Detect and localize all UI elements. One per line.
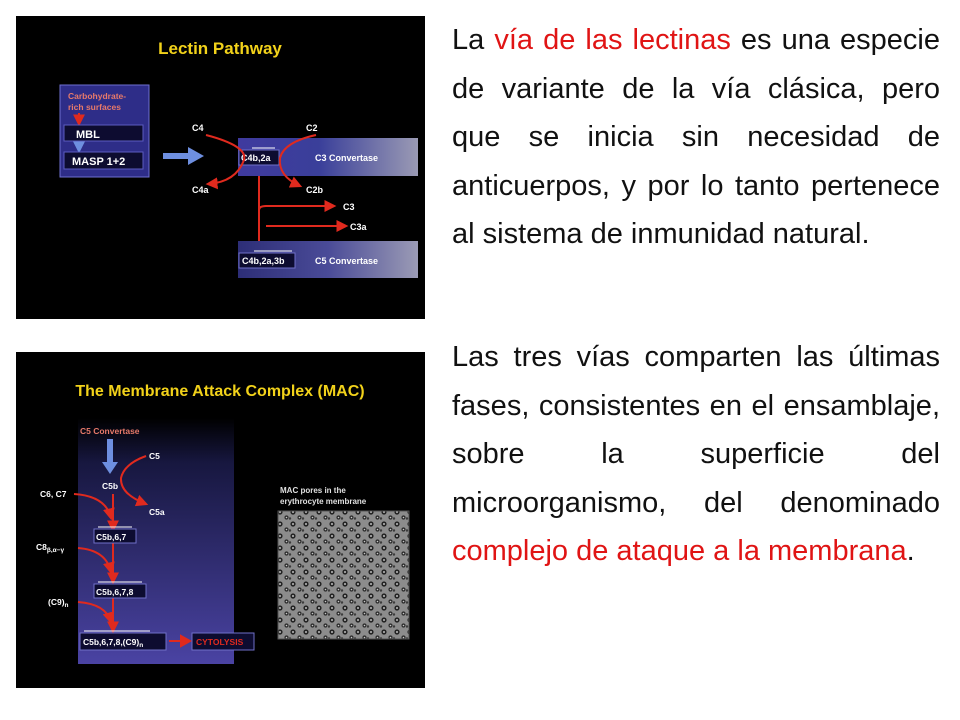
c5-convertase-label: C5 Convertase <box>315 256 379 266</box>
paragraph2-text-start: Las tres vías comparten las últimas fases, consistentes en el ensamblaje, sobre la superficie del microorganismo, del denominado <box>452 341 940 519</box>
mac-pores-caption-line1: MAC pores in the <box>280 486 346 495</box>
lectin-pathway-paragraph <box>452 16 940 259</box>
c2-label: C2 <box>306 123 318 133</box>
c3-input-arrow <box>259 206 334 210</box>
c4b2a-label: C4b,2a <box>241 153 271 163</box>
c5-convertase-label: C5 Convertase <box>80 426 140 436</box>
c3-label: C3 <box>343 202 355 212</box>
lectin-slide-title: Lectin Pathway <box>158 39 282 58</box>
paragraph1-text-end: es una especie de variante de la vía clásica, pero que se inicia sin necesidad de anticuerpos, y por lo tanto pertenece al sistema de inmunidad natural. <box>452 24 940 250</box>
c6c7-label: C6, C7 <box>40 489 67 499</box>
lectin-pathway-slide <box>16 16 425 319</box>
cytolysis-label: CYTOLYSIS <box>196 637 244 647</box>
mbl-label: MBL <box>76 129 100 141</box>
erythrocyte-membrane-micrograph <box>278 511 409 639</box>
mac-pores-caption-line2: erythrocyte membrane <box>280 497 367 506</box>
c8-label: $C8_{\beta,\alpha-\gamma}$ <box>36 542 65 554</box>
paragraph2-text-end: . <box>906 535 915 567</box>
c5b678-label: C5b,6,7,8 <box>96 587 134 597</box>
c2b-label: C2b <box>306 185 324 195</box>
c5b67-label: C5b,6,7 <box>96 532 127 542</box>
mac-complex-label: $C5b,6,7,8,(C9)_n$ <box>83 637 144 649</box>
c5-label: C5 <box>149 451 160 461</box>
c3-convertase-label: C3 Convertase <box>315 153 379 163</box>
mac-paragraph <box>452 333 940 576</box>
mac-slide <box>16 352 425 688</box>
carbohydrate-label-line1: Carbohydrate- <box>68 91 127 101</box>
mac-highlight: complejo de ataque a la membrana <box>452 535 907 567</box>
lectin-pathway-diagram <box>16 16 425 319</box>
masp-label: MASP 1+2 <box>72 156 126 168</box>
mac-diagram <box>16 352 425 688</box>
masp-to-c3-convertase-arrow <box>163 147 204 165</box>
mac-slide-title: The Membrane Attack Complex (MAC) <box>75 383 365 400</box>
c4-label: C4 <box>192 123 204 133</box>
c5b-label: C5b <box>102 481 119 491</box>
c5a-label: C5a <box>149 507 165 517</box>
paragraph1-text-start: La <box>452 24 495 56</box>
lectin-pathway-highlight: vía de las lectinas <box>494 24 731 56</box>
c3a-label: C3a <box>350 222 367 232</box>
c4b2a3b-label: C4b,2a,3b <box>242 256 285 266</box>
carbohydrate-label-line2: rich surfaces <box>68 102 121 112</box>
c9-label: $(C9)_n$ <box>48 597 69 609</box>
c4a-label: C4a <box>192 185 209 195</box>
